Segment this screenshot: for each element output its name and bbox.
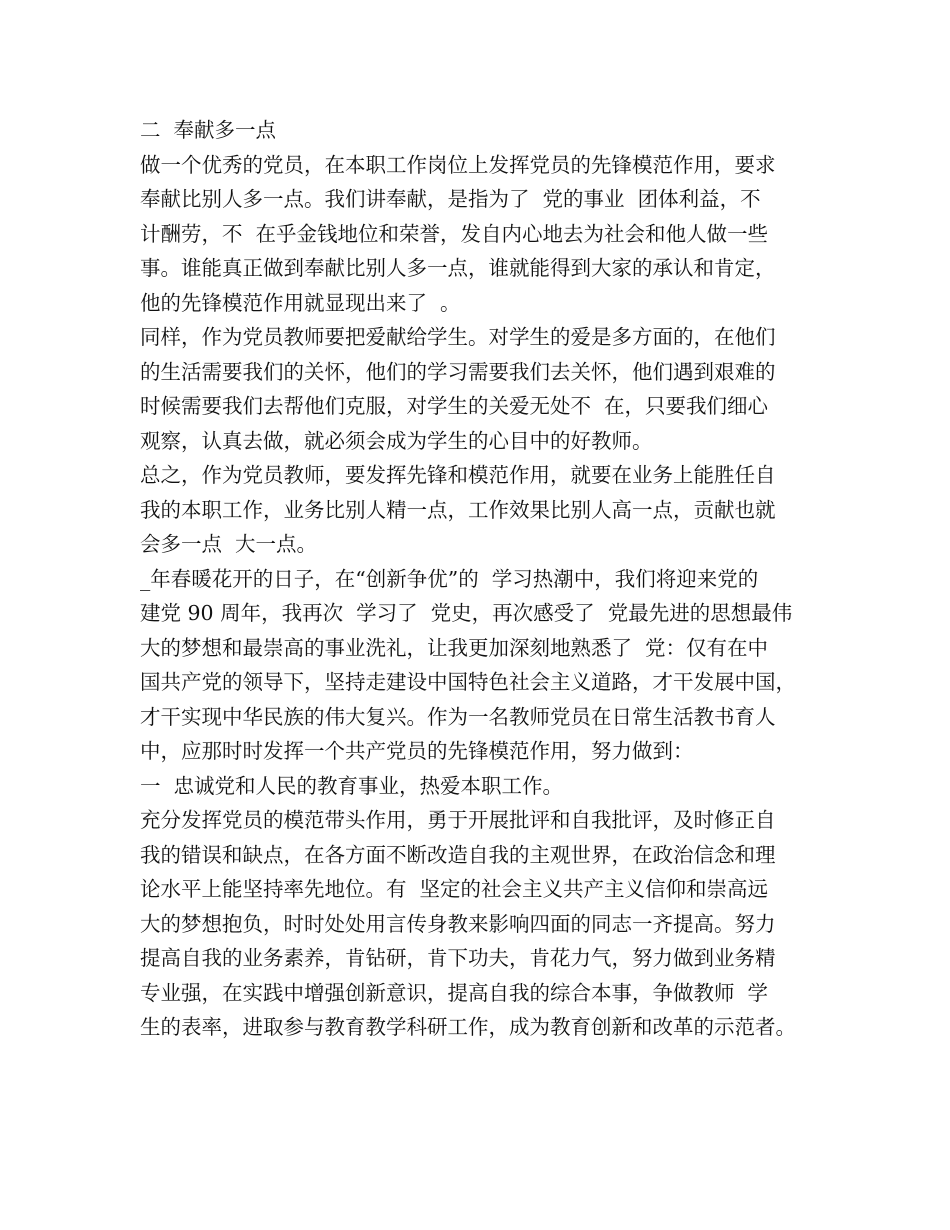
text-line: 充分发挥党员的模范带头作用，勇于开展批评和自我批评，及时修正自	[140, 808, 776, 832]
text-line: 奉献比别人多一点。我们讲奉献，是指为了 党的事业 团体利益，不	[140, 187, 761, 211]
text-line: 专业强，在实践中增强创新意识，提高自我的综合本事，争做教师 学	[140, 980, 769, 1005]
text-line: 事。谁能真正做到奉献比别人多一点，谁就能得到大家的承认和肯定，	[140, 256, 776, 280]
text-line: 时候需要我们去帮他们克服，对学生的关爱无处不 在，只要我们细心	[140, 394, 769, 418]
text-line: 生的表率，进取参与教育教学科研工作，成为教育创新和改革的示范者。	[140, 1015, 796, 1039]
text-line: 做一个优秀的党员，在本职工作岗位上发挥党员的先锋模范作用，要求	[140, 152, 776, 177]
text-line: 大的梦想抱负，时时处处用言传身教来影响四面的同志一齐提高。努力	[140, 911, 776, 936]
section-heading: 二 奉献多一点	[140, 118, 277, 142]
text-line: 我的本职工作，业务比别人精一点，工作效果比别人高一点，贡献也就	[140, 497, 776, 522]
text-line: 大的梦想和最崇高的事业洗礼，让我更加深刻地熟悉了 党：仅有在中	[140, 635, 769, 660]
text-line: 中，应那时时发挥一个共产党员的先锋模范作用，努力做到：	[140, 739, 694, 763]
text-line: 论水平上能坚持率先地位。有 坚定的社会主义共产主义信仰和崇高远	[140, 877, 769, 901]
text-line: 计酬劳，不 在乎金钱地位和荣誉，发自内心地去为社会和他人做一些	[140, 221, 769, 246]
text-line: 同样，作为党员教师要把爱献给学生。对学生的爱是多方面的，在他们	[140, 325, 776, 349]
text-line: 总之，作为党员教师，要发挥先锋和模范作用，就要在业务上能胜任自	[140, 463, 776, 487]
text-line: _年春暖花开的日子，在“创新争优”的 学习热潮中，我们将迎来党的	[140, 566, 759, 591]
text-line: 会多一点 大一点。	[140, 532, 318, 556]
text-line: 提高自我的业务素养，肯钻研，肯下功夫，肯花力气，努力做到业务精	[140, 946, 776, 970]
text-line: 才干实现中华民族的伟大复兴。作为一名教师党员在日常生活教书育人	[140, 704, 776, 729]
text-line: 国共产党的领导下，坚持走建设中国特色社会主义道路，才干发展中国，	[140, 670, 796, 694]
text-line: 观察，认真去做，就必须会成为学生的心目中的好教师。	[140, 428, 653, 453]
text-line: 的生活需要我们的关怀，他们的学习需要我们去关怀，他们遇到艰难的	[140, 359, 776, 384]
text-line: 建党 90 周年，我再次 学习了 党史，再次感受了 党最先进的思想最伟	[140, 601, 793, 625]
document-body	[140, 113, 840, 1045]
text-line: 我的错误和缺点，在各方面不断改造自我的主观世界，在政治信念和理	[140, 842, 776, 867]
section-heading: 一 忠诚党和人民的教育事业，热爱本职工作。	[140, 773, 564, 798]
text-line: 他的先锋模范作用就显现出来了 。	[140, 290, 461, 315]
